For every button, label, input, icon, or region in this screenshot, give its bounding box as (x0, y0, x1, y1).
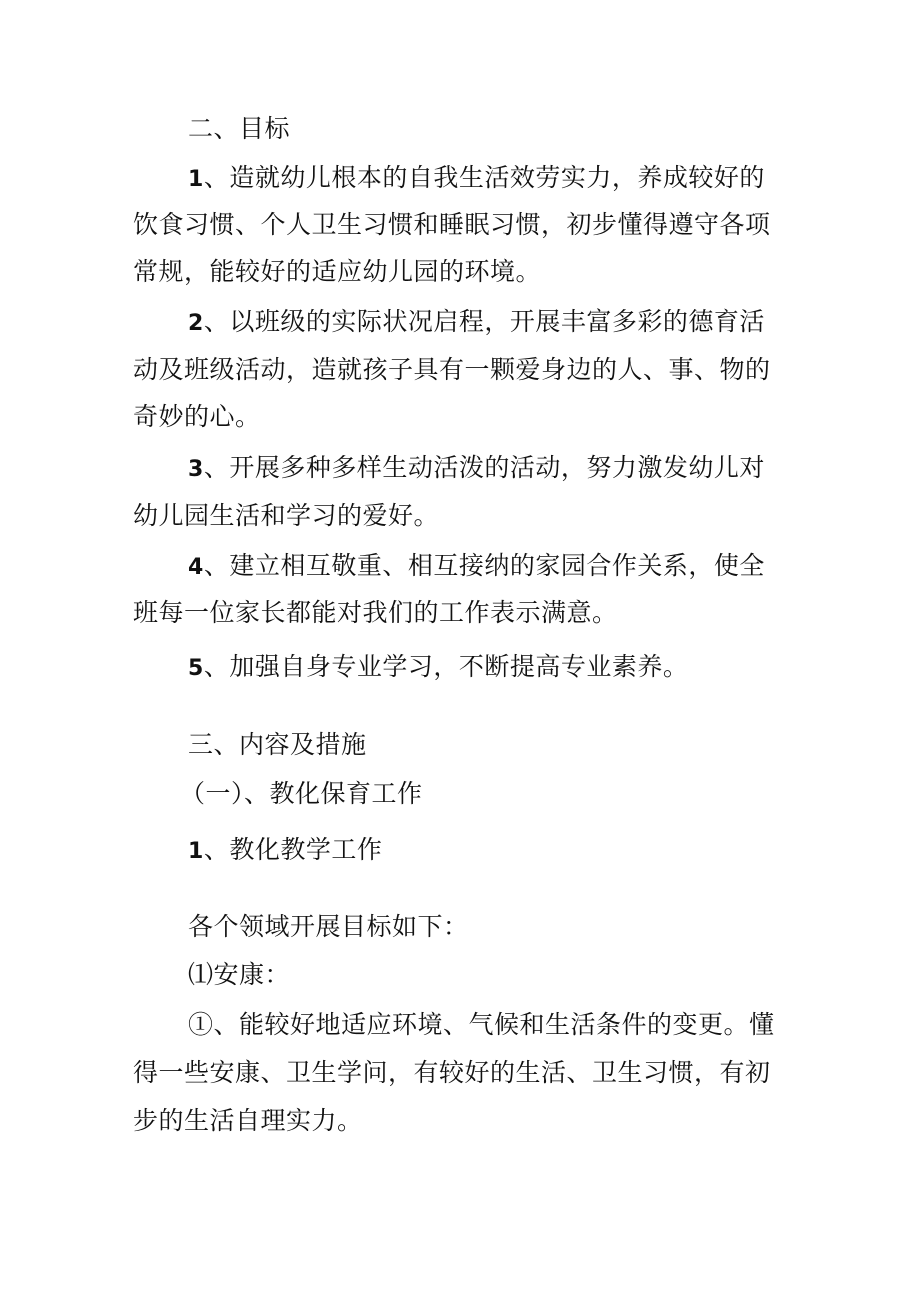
goal-item-1-line-2: 饮食习惯、个人卫生习惯和睡眠习惯，初步懂得遵守各项 (133, 210, 771, 239)
goal-item-4-number: 4 (188, 555, 204, 580)
goal-item-1-line-3: 常规，能较好的适应幼儿园的环境。 (133, 257, 542, 286)
goal-item-2-line-2: 动及班级活动，造就孩子具有一颗爱身边的人、事、物的 (133, 355, 771, 384)
subsection-heading-education-care: （一）、教化保育工作 (180, 779, 423, 808)
education-teaching-item: 1、教化教学工作 (188, 835, 383, 864)
health-item-line-2: 得一些安康、卫生学问，有较好的生活、卫生习惯，有初 (133, 1058, 771, 1087)
goal-item-2-line-1: 2、以班级的实际状况启程，开展丰富多彩的德育活 (188, 307, 765, 336)
goal-item-3-number: 3 (188, 457, 204, 482)
health-label: ⑴安康： (188, 960, 291, 989)
goal-item-2-line-3: 奇妙的心。 (133, 402, 261, 431)
goal-item-2-number: 2 (188, 311, 204, 336)
health-item-line-1: ①、能较好地适应环境、气候和生活条件的变更。懂 (188, 1010, 775, 1039)
goal-item-3-line-1: 3、开展多种多样生动活泼的活动，努力激发幼儿对 (188, 453, 765, 482)
education-item-number: 1 (188, 839, 204, 864)
section-heading-content-measures: 三、内容及措施 (188, 730, 367, 759)
health-item-line-3: 步的生活自理实力。 (133, 1106, 363, 1135)
goal-item-4-line-1: 4、建立相互敬重、相互接纳的家园合作关系，使全 (188, 551, 765, 580)
goal-item-1-line-1: 1、造就幼儿根本的自我生活效劳实力，养成较好的 (188, 163, 765, 192)
section-heading-goals: 二、目标 (188, 114, 291, 143)
goal-item-1-number: 1 (188, 167, 204, 192)
goal-item-4-line-2: 班每一位家长都能对我们的工作表示满意。 (133, 598, 618, 627)
domain-goals-intro: 各个领域开展目标如下： (188, 912, 469, 941)
goal-item-5-number: 5 (188, 656, 204, 681)
goal-item-5-line-1: 5、加强自身专业学习，不断提高专业素养。 (188, 652, 689, 681)
goal-item-3-line-2: 幼儿园生活和学习的爱好。 (133, 501, 440, 530)
